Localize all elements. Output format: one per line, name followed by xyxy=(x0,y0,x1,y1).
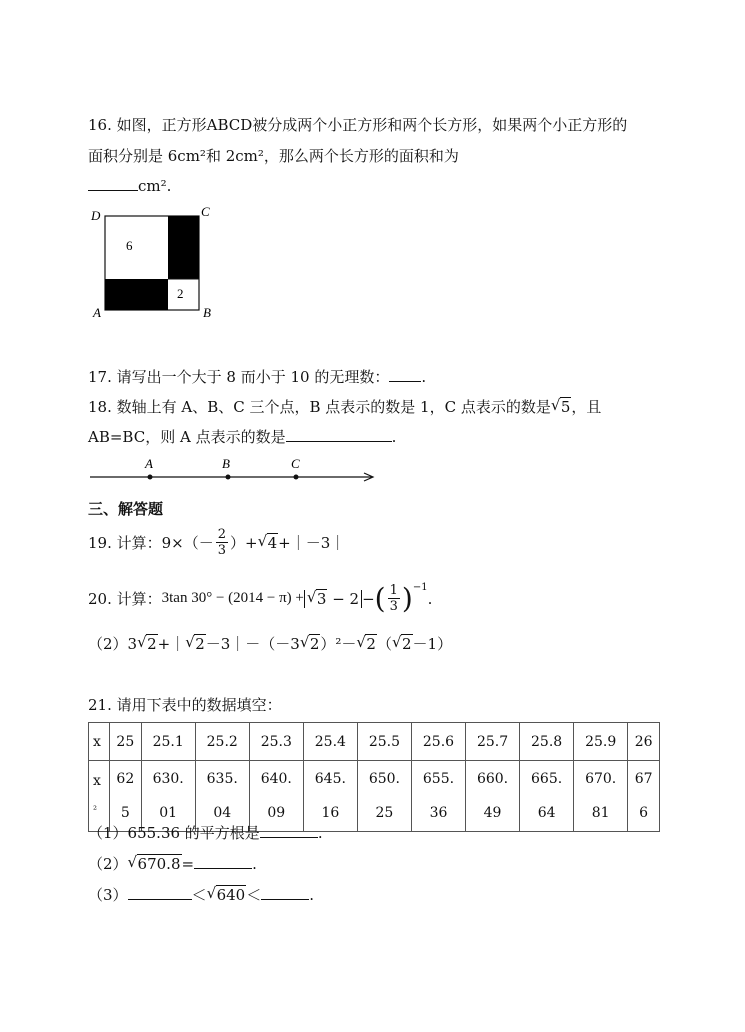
radicand: 4 xyxy=(267,533,278,552)
answer-blank[interactable] xyxy=(261,885,309,900)
cell-bottom: 49 xyxy=(483,805,502,821)
q21-sub1 xyxy=(88,822,323,843)
absolute-value xyxy=(304,590,362,608)
q20b-text: ）²－ xyxy=(320,635,357,653)
number-line xyxy=(88,455,383,487)
answer-blank[interactable] xyxy=(194,854,252,869)
sqrt-expression xyxy=(137,635,158,653)
table-cell: 25.2 xyxy=(195,723,249,761)
point-c xyxy=(294,475,299,480)
sqrt-expression xyxy=(185,635,206,653)
label-part: x xyxy=(93,773,101,789)
q17 xyxy=(88,366,426,387)
q20-expr3: − xyxy=(362,589,375,608)
cell-top: 650. xyxy=(368,771,400,787)
table-cell: 25 xyxy=(110,723,142,761)
answer-blank[interactable] xyxy=(88,176,138,191)
period: . xyxy=(427,589,433,608)
sqrt-expression xyxy=(207,886,247,904)
rectangle-right xyxy=(168,216,199,279)
period: . xyxy=(309,886,314,904)
q16-line1: 16. 如图，正方形ABCD被分成两个小正方形和两个长方形，如果两个小正方形的 xyxy=(88,116,628,134)
q20b-text: －1） xyxy=(412,635,453,653)
point-b-label: B xyxy=(222,456,230,471)
table-cell: 25.3 xyxy=(249,723,303,761)
cell-bottom: 6 xyxy=(639,805,649,821)
cell-bottom: 16 xyxy=(321,805,340,821)
table-cell xyxy=(520,761,574,832)
radicand: 3 xyxy=(316,589,327,608)
q18-line1 xyxy=(88,396,601,417)
cell-top: 67 xyxy=(634,771,653,787)
squares-table xyxy=(88,722,660,832)
section-title: 三、解答题 xyxy=(88,500,164,518)
cell-bottom: 36 xyxy=(429,805,448,821)
table-cell: 26 xyxy=(628,723,660,761)
q17-text: 17. 请写出一个大于 8 而小于 10 的无理数： xyxy=(88,368,390,386)
q16-unit: cm². xyxy=(138,177,172,195)
table-cell xyxy=(411,761,465,832)
cell-bottom: 04 xyxy=(213,805,232,821)
q20b-text: （2）3 xyxy=(88,635,138,653)
radicand: 640 xyxy=(216,886,246,904)
rectangle-bottom xyxy=(105,279,168,310)
radicand: 2 xyxy=(309,635,320,653)
cell-top: 640. xyxy=(260,771,292,787)
q20 xyxy=(88,582,432,615)
radicand: 2 xyxy=(147,635,157,653)
cell-top: 670. xyxy=(585,771,617,787)
q21-sub3 xyxy=(88,884,314,905)
numerator: 2 xyxy=(217,527,227,542)
answer-blank[interactable] xyxy=(389,367,421,382)
table-cell: 25.4 xyxy=(303,723,357,761)
sqrt-expression xyxy=(551,398,572,416)
table-cell xyxy=(141,761,195,832)
cell-bottom: 5 xyxy=(120,805,130,821)
table-cell: 25.1 xyxy=(141,723,195,761)
q18-line2-text: AB=BC，则 A 点表示的数是 xyxy=(88,428,286,446)
point-c-label: C xyxy=(291,456,300,471)
table-cell: 25.8 xyxy=(520,723,574,761)
less-than: ＜ xyxy=(246,886,262,904)
table-cell xyxy=(249,761,303,832)
exponent: −1 xyxy=(412,582,428,593)
area-big-label: 6 xyxy=(126,238,133,253)
q20b-text: －3｜－（－3 xyxy=(205,635,300,653)
cell-bottom: 81 xyxy=(591,805,610,821)
point-a-label: A xyxy=(145,456,153,471)
answer-blank[interactable] xyxy=(128,885,192,900)
table-row xyxy=(89,761,660,832)
point-a xyxy=(148,475,153,480)
radicand: 2 xyxy=(366,635,376,653)
radicand: 5 xyxy=(560,398,571,416)
numerator: 1 xyxy=(389,583,398,598)
row-label-x-squared xyxy=(89,761,110,832)
sqrt-expression xyxy=(128,855,182,873)
sqrt-expression xyxy=(300,635,321,653)
cell-bottom: 25 xyxy=(375,805,394,821)
cell-top: 665. xyxy=(531,771,563,787)
q20-expr2: − 2 xyxy=(327,589,360,608)
table-cell: 25.6 xyxy=(411,723,465,761)
table-cell xyxy=(574,761,628,832)
cell-bottom: 64 xyxy=(537,805,556,821)
q18-text: 18. 数轴上有 A、B、C 三个点，B 点表示的数是 1，C 点表示的数是 xyxy=(88,398,551,416)
q19-mid: ）+ xyxy=(230,534,258,552)
table-cell xyxy=(357,761,411,832)
period: . xyxy=(391,428,397,446)
table-cell xyxy=(303,761,357,832)
sqrt-expression xyxy=(258,534,279,552)
cell-bottom: 09 xyxy=(267,805,286,821)
q21-sub1-text: （1）655.36 的平方根是 xyxy=(88,824,260,842)
cell-top: 655. xyxy=(422,771,455,787)
q19-text: 19. 计算：9×（－ xyxy=(88,534,214,552)
q19-end: +｜－3｜ xyxy=(278,534,346,552)
table-cell xyxy=(110,761,142,832)
q18-text-end: ，且 xyxy=(571,398,602,416)
period: . xyxy=(252,855,257,873)
equals: = xyxy=(181,855,195,873)
label-d: D xyxy=(91,208,101,223)
q20b-text: +｜ xyxy=(157,635,186,653)
q21-sub2 xyxy=(88,853,257,874)
period: . xyxy=(317,824,323,842)
cell-top: 630. xyxy=(152,771,184,787)
point-b xyxy=(226,475,231,480)
table-cell: 25.9 xyxy=(574,723,628,761)
answer-blank[interactable] xyxy=(260,823,318,838)
q20-expr1: 3tan 30° − (2014 − π) + xyxy=(161,590,304,606)
q21-intro: 21. 请用下表中的数据填空： xyxy=(88,696,282,714)
table-cell xyxy=(628,761,660,832)
radicand: 2 xyxy=(195,635,205,653)
area-small-label: 2 xyxy=(177,286,184,301)
denominator: 3 xyxy=(389,599,398,614)
table-cell xyxy=(466,761,520,832)
table-cell: 25.5 xyxy=(357,723,411,761)
paren-left: ( xyxy=(374,582,386,615)
radicand: 670.8 xyxy=(137,855,181,873)
q16-line3 xyxy=(88,176,171,195)
cell-bottom: 01 xyxy=(159,805,178,821)
radicand: 2 xyxy=(401,635,412,653)
period: . xyxy=(421,368,427,386)
sqrt-expression xyxy=(356,635,377,653)
q16-line2: 面积分别是 6cm²和 2cm²，那么两个长方形的面积和为 xyxy=(88,147,459,165)
cell-top: 660. xyxy=(476,771,509,787)
q20b-text: （ xyxy=(376,635,392,653)
denominator: 3 xyxy=(217,543,227,558)
table-cell xyxy=(195,761,249,832)
table-row xyxy=(89,723,660,761)
label-b: B xyxy=(203,305,211,320)
label-part: ² xyxy=(93,805,98,816)
sqrt-expression xyxy=(307,590,328,608)
q21-sub3-label: （3） xyxy=(88,886,128,904)
q20-part2 xyxy=(88,633,452,654)
cell-top: 62 xyxy=(116,771,135,787)
sqrt-expression xyxy=(392,635,413,653)
cell-top: 635. xyxy=(206,771,238,787)
label-c: C xyxy=(201,204,210,219)
row-label-x: x xyxy=(89,723,110,761)
q19 xyxy=(88,527,345,558)
cell-top: 645. xyxy=(314,771,346,787)
square-abcd-figure xyxy=(88,204,218,324)
q18-line2 xyxy=(88,426,396,447)
paren-right: ) xyxy=(401,582,413,615)
fraction xyxy=(216,527,228,558)
table-cell: 25.7 xyxy=(466,723,520,761)
label-a: A xyxy=(93,305,101,320)
less-than: ＜ xyxy=(191,886,207,904)
fraction xyxy=(388,583,400,614)
q20-label: 20. 计算： xyxy=(88,590,162,608)
answer-blank[interactable] xyxy=(286,427,392,442)
q21-sub2-label: （2） xyxy=(88,855,128,873)
